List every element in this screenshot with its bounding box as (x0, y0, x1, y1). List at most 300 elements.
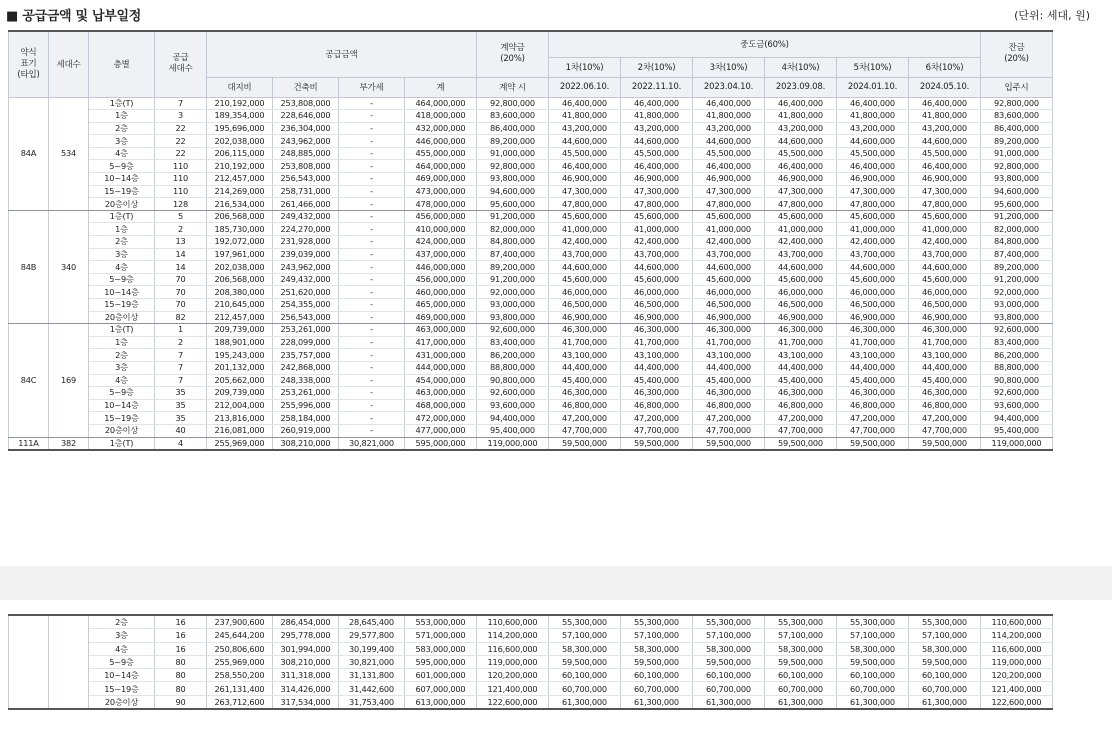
table-cell: 120,200,000 (477, 669, 549, 682)
table-cell: 59,500,000 (549, 655, 621, 668)
table-cell: 47,200,000 (765, 412, 837, 425)
table-cell: 119,000,000 (981, 437, 1053, 450)
table-cell: 4층 (89, 147, 155, 160)
table-cell: 46,300,000 (837, 387, 909, 400)
table-cell: 43,700,000 (765, 248, 837, 261)
table-cell: 41,800,000 (693, 110, 765, 123)
table-cell: 94,400,000 (477, 412, 549, 425)
table-row (9, 198, 1053, 211)
table-cell: 92,600,000 (981, 387, 1053, 400)
table-cell: 58,300,000 (765, 642, 837, 655)
table-cell: 308,210,000 (273, 437, 339, 450)
table-cell: 2층 (89, 236, 155, 249)
table-cell: 5~9층 (89, 160, 155, 173)
table-cell: 228,099,000 (273, 336, 339, 349)
table-cell: 55,300,000 (837, 615, 909, 629)
table-cell: 253,808,000 (273, 97, 339, 110)
header-date-1: 2022.06.10. (549, 77, 621, 97)
table-cell: 45,600,000 (765, 273, 837, 286)
table-cell: 45,600,000 (909, 210, 981, 223)
table-cell: 45,400,000 (765, 374, 837, 387)
table-cell: 30,199,400 (339, 642, 405, 655)
type-cell: 84A (9, 97, 49, 210)
table-cell: 46,500,000 (549, 299, 621, 312)
table-cell: 47,200,000 (621, 412, 693, 425)
table-cell: 35 (155, 387, 207, 400)
table-cell: 432,000,000 (405, 122, 477, 135)
table-cell: 245,644,200 (207, 629, 273, 642)
table-cell: 47,200,000 (837, 412, 909, 425)
table-cell: 10~14층 (89, 399, 155, 412)
table-cell: 189,354,000 (207, 110, 273, 123)
table-cell: 424,000,000 (405, 236, 477, 249)
table-cell: 236,304,000 (273, 122, 339, 135)
table-cell: 41,700,000 (693, 336, 765, 349)
table-cell: 15~19층 (89, 682, 155, 695)
table-cell: - (339, 97, 405, 110)
header-installment-2: 2차(10%) (621, 57, 693, 77)
table-cell: 45,600,000 (621, 210, 693, 223)
table-cell: 44,600,000 (621, 261, 693, 274)
table-cell: 15~19층 (89, 299, 155, 312)
table-cell: 47,300,000 (909, 185, 981, 198)
table-row (9, 97, 1053, 110)
table-cell: 80 (155, 669, 207, 682)
table-cell: 92,800,000 (477, 160, 549, 173)
table-cell: 2 (155, 336, 207, 349)
table-cell: 10~14층 (89, 173, 155, 186)
table-cell: 5 (155, 210, 207, 223)
table-cell: 120,200,000 (981, 669, 1053, 682)
table-row (9, 399, 1053, 412)
table-cell: 4층 (89, 374, 155, 387)
table-row (9, 437, 1053, 450)
table-cell: 3층 (89, 248, 155, 261)
table-cell: 243,962,000 (273, 261, 339, 274)
table-cell: 44,600,000 (909, 261, 981, 274)
table-cell: 47,200,000 (909, 412, 981, 425)
table-cell: 44,600,000 (837, 135, 909, 148)
table-cell: 205,662,000 (207, 374, 273, 387)
page-title: ■ 공급금액 및 납부일정 (6, 9, 141, 24)
table-cell: 40 (155, 424, 207, 437)
table-cell: - (339, 122, 405, 135)
table-row (9, 185, 1053, 198)
header-floor: 층별 (89, 31, 155, 97)
table-cell: 93,600,000 (981, 399, 1053, 412)
table-cell: 248,885,000 (273, 147, 339, 160)
table-cell: 82,000,000 (981, 223, 1053, 236)
table-cell: 88,800,000 (981, 361, 1053, 374)
table-cell: 314,426,000 (273, 682, 339, 695)
table-cell: 46,800,000 (909, 399, 981, 412)
table-cell: 47,700,000 (621, 424, 693, 437)
table-cell: 43,700,000 (909, 248, 981, 261)
table-cell: 122,600,000 (477, 695, 549, 709)
table-cell: 469,000,000 (405, 173, 477, 186)
table-cell: 301,994,000 (273, 642, 339, 655)
table-cell: 46,300,000 (765, 387, 837, 400)
table-row (9, 642, 1053, 655)
table-cell: 47,800,000 (837, 198, 909, 211)
header-deposit (477, 31, 549, 77)
table-cell: 601,000,000 (405, 669, 477, 682)
table-cell: 44,400,000 (549, 361, 621, 374)
table-cell: 61,300,000 (837, 695, 909, 709)
table-cell: 295,778,000 (273, 629, 339, 642)
table-cell: 261,131,400 (207, 682, 273, 695)
table-cell: 82,000,000 (477, 223, 549, 236)
table-cell: 571,000,000 (405, 629, 477, 642)
table-cell: 46,900,000 (765, 311, 837, 324)
table-cell: 61,300,000 (909, 695, 981, 709)
table-cell: 92,600,000 (477, 387, 549, 400)
table-cell: 45,400,000 (693, 374, 765, 387)
table-cell: 116,600,000 (981, 642, 1053, 655)
table-cell: 47,700,000 (549, 424, 621, 437)
table-cell: 260,919,000 (273, 424, 339, 437)
table-cell: 212,457,000 (207, 173, 273, 186)
table-cell: 93,000,000 (477, 299, 549, 312)
table-row (9, 122, 1053, 135)
header-installment-1: 1차(10%) (549, 57, 621, 77)
table-cell: 41,000,000 (621, 223, 693, 236)
table-cell: 94,600,000 (981, 185, 1053, 198)
table-cell: 250,806,600 (207, 642, 273, 655)
table-cell: 455,000,000 (405, 147, 477, 160)
table-cell: 44,600,000 (549, 135, 621, 148)
table-cell: 44,400,000 (693, 361, 765, 374)
table-cell: 119,000,000 (981, 655, 1053, 668)
table-cell: 242,868,000 (273, 361, 339, 374)
table-cell: 2층 (89, 122, 155, 135)
table-cell: - (339, 185, 405, 198)
header-middle-payment: 중도금(60%) (549, 31, 981, 57)
table-cell: 61,300,000 (765, 695, 837, 709)
table-cell: - (339, 399, 405, 412)
table-cell: 41,000,000 (693, 223, 765, 236)
table-cell: 31,753,400 (339, 695, 405, 709)
table-cell: 46,500,000 (693, 299, 765, 312)
table-cell: 84,800,000 (981, 236, 1053, 249)
table-cell: 216,534,000 (207, 198, 273, 211)
table-cell: 1층(T) (89, 437, 155, 450)
table-cell: 46,500,000 (837, 299, 909, 312)
header-type (9, 31, 49, 97)
table-cell: 43,200,000 (837, 122, 909, 135)
table-cell: 243,962,000 (273, 135, 339, 148)
header-installment-3: 3차(10%) (693, 57, 765, 77)
table-cell: 212,457,000 (207, 311, 273, 324)
table-cell: 46,900,000 (549, 173, 621, 186)
table-cell: 83,400,000 (477, 336, 549, 349)
table-cell: 22 (155, 122, 207, 135)
table-cell: 202,038,000 (207, 135, 273, 148)
table-cell: 43,200,000 (765, 122, 837, 135)
supply-price-table-continued (8, 614, 1053, 710)
table-cell: 59,500,000 (693, 655, 765, 668)
table-cell: 46,400,000 (549, 160, 621, 173)
table-cell: 235,757,000 (273, 349, 339, 362)
table-cell: 249,432,000 (273, 273, 339, 286)
table-cell: 83,400,000 (981, 336, 1053, 349)
table-cell: 46,400,000 (549, 97, 621, 110)
table-cell: 58,300,000 (621, 642, 693, 655)
table-cell: 60,700,000 (909, 682, 981, 695)
table-cell: 43,100,000 (909, 349, 981, 362)
table-cell: 90,800,000 (981, 374, 1053, 387)
table-cell: 94,400,000 (981, 412, 1053, 425)
table-cell: 93,800,000 (477, 173, 549, 186)
units-cell: 340 (49, 210, 89, 323)
table-cell: 95,600,000 (981, 198, 1053, 211)
table-row (9, 223, 1053, 236)
table-cell: 45,400,000 (909, 374, 981, 387)
table-cell: 60,700,000 (621, 682, 693, 695)
table-cell: 46,300,000 (549, 387, 621, 400)
table-row (9, 248, 1053, 261)
table-cell: 15~19층 (89, 412, 155, 425)
table-cell: 44,600,000 (693, 261, 765, 274)
table-cell: 60,700,000 (693, 682, 765, 695)
table-row (9, 615, 1053, 629)
table-row (9, 261, 1053, 274)
table-cell: 22 (155, 147, 207, 160)
table-row (9, 424, 1053, 437)
table-cell: 44,600,000 (549, 261, 621, 274)
table-cell: 57,100,000 (909, 629, 981, 642)
table-cell: 46,900,000 (909, 173, 981, 186)
table-cell: 2 (155, 223, 207, 236)
table-cell: 45,600,000 (693, 210, 765, 223)
table-row (9, 147, 1053, 160)
table-row (9, 173, 1053, 186)
table-cell: - (339, 311, 405, 324)
table-cell: 45,500,000 (909, 147, 981, 160)
table-cell: 41,700,000 (621, 336, 693, 349)
table-cell: 89,200,000 (477, 135, 549, 148)
table-cell: 14 (155, 248, 207, 261)
header-deposit-time: 계약 시 (477, 77, 549, 97)
table-row (9, 110, 1053, 123)
table-cell: 57,100,000 (693, 629, 765, 642)
table-cell: 261,466,000 (273, 198, 339, 211)
table-cell: 473,000,000 (405, 185, 477, 198)
table-cell: 110 (155, 185, 207, 198)
table-cell: 249,432,000 (273, 210, 339, 223)
table-cell: 47,300,000 (621, 185, 693, 198)
table-cell: 59,500,000 (837, 655, 909, 668)
table-cell: 1 (155, 324, 207, 337)
table-cell: 45,600,000 (837, 273, 909, 286)
table-cell: 46,500,000 (909, 299, 981, 312)
table-row (9, 324, 1053, 337)
table-cell: 210,192,000 (207, 97, 273, 110)
table-cell: - (339, 198, 405, 211)
table-cell: 44,600,000 (765, 135, 837, 148)
table-cell: 16 (155, 615, 207, 629)
table-cell: 91,200,000 (981, 273, 1053, 286)
type-cell: 84B (9, 210, 49, 323)
title-bar (0, 4, 1112, 26)
table-cell: 255,996,000 (273, 399, 339, 412)
header-balance (981, 31, 1053, 77)
table-cell: 110,600,000 (981, 615, 1053, 629)
table-cell: 60,700,000 (837, 682, 909, 695)
table-cell: 45,600,000 (909, 273, 981, 286)
table-cell: 45,600,000 (837, 210, 909, 223)
table-cell: 47,300,000 (765, 185, 837, 198)
table-cell: 57,100,000 (765, 629, 837, 642)
table-cell: 254,355,000 (273, 299, 339, 312)
table-cell: 46,500,000 (765, 299, 837, 312)
table-cell: 91,000,000 (477, 147, 549, 160)
header-date-3: 2023.04.10. (693, 77, 765, 97)
table-cell: 45,500,000 (765, 147, 837, 160)
table-cell: 89,200,000 (981, 261, 1053, 274)
table-cell: 43,700,000 (693, 248, 765, 261)
table-cell: 41,800,000 (621, 110, 693, 123)
table-cell: 93,800,000 (477, 311, 549, 324)
table-cell: 44,400,000 (837, 361, 909, 374)
table-cell: 237,900,600 (207, 615, 273, 629)
table-cell: 91,200,000 (477, 210, 549, 223)
table-cell: 61,300,000 (549, 695, 621, 709)
table-cell: 92,000,000 (981, 286, 1053, 299)
table-cell: 1층(T) (89, 97, 155, 110)
table-cell: 46,000,000 (837, 286, 909, 299)
table-row (9, 135, 1053, 148)
table-cell: 418,000,000 (405, 110, 477, 123)
table-cell: 128 (155, 198, 207, 211)
table-cell: 477,000,000 (405, 424, 477, 437)
table-cell: 46,800,000 (765, 399, 837, 412)
table-cell: 82 (155, 311, 207, 324)
table-row (9, 336, 1053, 349)
table-cell: 46,300,000 (909, 324, 981, 337)
table-cell: 43,700,000 (549, 248, 621, 261)
table-cell: 46,000,000 (621, 286, 693, 299)
table-cell: 44,600,000 (621, 135, 693, 148)
table-cell: 80 (155, 682, 207, 695)
table-cell: - (339, 147, 405, 160)
supply-price-table (8, 30, 1053, 451)
table-cell: 212,004,000 (207, 399, 273, 412)
table-cell: 253,808,000 (273, 160, 339, 173)
table-cell: 119,000,000 (477, 437, 549, 450)
table-cell: 91,200,000 (477, 273, 549, 286)
table-cell: 47,700,000 (837, 424, 909, 437)
table-row (9, 669, 1053, 682)
table-cell: 10~14층 (89, 286, 155, 299)
table-cell: 60,100,000 (621, 669, 693, 682)
table-cell: 47,800,000 (621, 198, 693, 211)
table-cell: 44,400,000 (621, 361, 693, 374)
table-cell: 185,730,000 (207, 223, 273, 236)
table-cell: 45,400,000 (549, 374, 621, 387)
table-cell: 45,400,000 (621, 374, 693, 387)
table-cell: 5~9층 (89, 655, 155, 668)
header-balance-time: 입주시 (981, 77, 1053, 97)
type-cell: 111A (9, 437, 49, 450)
table-cell: 46,300,000 (909, 387, 981, 400)
table-cell: 14 (155, 261, 207, 274)
table-cell: 59,500,000 (693, 437, 765, 450)
table-cell: 47,700,000 (693, 424, 765, 437)
table-cell: 209,739,000 (207, 324, 273, 337)
section-gap (0, 566, 1112, 600)
table-cell: 59,500,000 (621, 655, 693, 668)
table-cell: 30,821,000 (339, 437, 405, 450)
table-cell: 3층 (89, 629, 155, 642)
table-cell: 410,000,000 (405, 223, 477, 236)
table-cell: - (339, 160, 405, 173)
table-cell: 46,300,000 (621, 324, 693, 337)
table-cell: 55,300,000 (621, 615, 693, 629)
table-cell: 95,400,000 (981, 424, 1053, 437)
table-cell: 58,300,000 (549, 642, 621, 655)
table-cell: 116,600,000 (477, 642, 549, 655)
table-cell: 46,400,000 (621, 160, 693, 173)
table-cell: 87,400,000 (477, 248, 549, 261)
table-cell: 42,400,000 (693, 236, 765, 249)
table-cell: - (339, 273, 405, 286)
table-cell: 46,000,000 (909, 286, 981, 299)
table-row (9, 412, 1053, 425)
table-cell: 7 (155, 374, 207, 387)
table-body-continued (9, 615, 1053, 709)
table-cell: 31,131,800 (339, 669, 405, 682)
table-row (9, 273, 1053, 286)
table-cell: 35 (155, 412, 207, 425)
table-cell: 59,500,000 (765, 655, 837, 668)
table-cell: 7 (155, 361, 207, 374)
table-cell: 57,100,000 (621, 629, 693, 642)
table-cell: 57,100,000 (837, 629, 909, 642)
table-cell: 255,969,000 (207, 437, 273, 450)
table-cell: 45,500,000 (621, 147, 693, 160)
table-cell: 88,800,000 (477, 361, 549, 374)
header-date-2: 2022.11.10. (621, 77, 693, 97)
table-cell: 46,400,000 (621, 97, 693, 110)
table-cell: 47,300,000 (549, 185, 621, 198)
table-cell: 13 (155, 236, 207, 249)
table-cell: 446,000,000 (405, 135, 477, 148)
table-cell: 46,500,000 (621, 299, 693, 312)
table-cell: 92,600,000 (477, 324, 549, 337)
empty-cell (49, 615, 89, 709)
type-cell: 84C (9, 324, 49, 437)
table-cell: 4 (155, 437, 207, 450)
table-cell: 114,200,000 (981, 629, 1053, 642)
table-row (9, 695, 1053, 709)
table-cell: 70 (155, 299, 207, 312)
table-cell: 91,200,000 (981, 210, 1053, 223)
table-cell: 86,200,000 (981, 349, 1053, 362)
table-cell: 248,338,000 (273, 374, 339, 387)
table-cell: 93,600,000 (477, 399, 549, 412)
table-cell: 57,100,000 (549, 629, 621, 642)
table-cell: 92,800,000 (477, 97, 549, 110)
table-cell: 1층(T) (89, 324, 155, 337)
header-date-4: 2023.09.08. (765, 77, 837, 97)
table-cell: 59,500,000 (909, 655, 981, 668)
empty-cell (9, 615, 49, 709)
table-cell: 31,442,600 (339, 682, 405, 695)
table-body (9, 97, 1053, 450)
table-cell: 121,400,000 (981, 682, 1053, 695)
table-cell: 46,400,000 (765, 160, 837, 173)
